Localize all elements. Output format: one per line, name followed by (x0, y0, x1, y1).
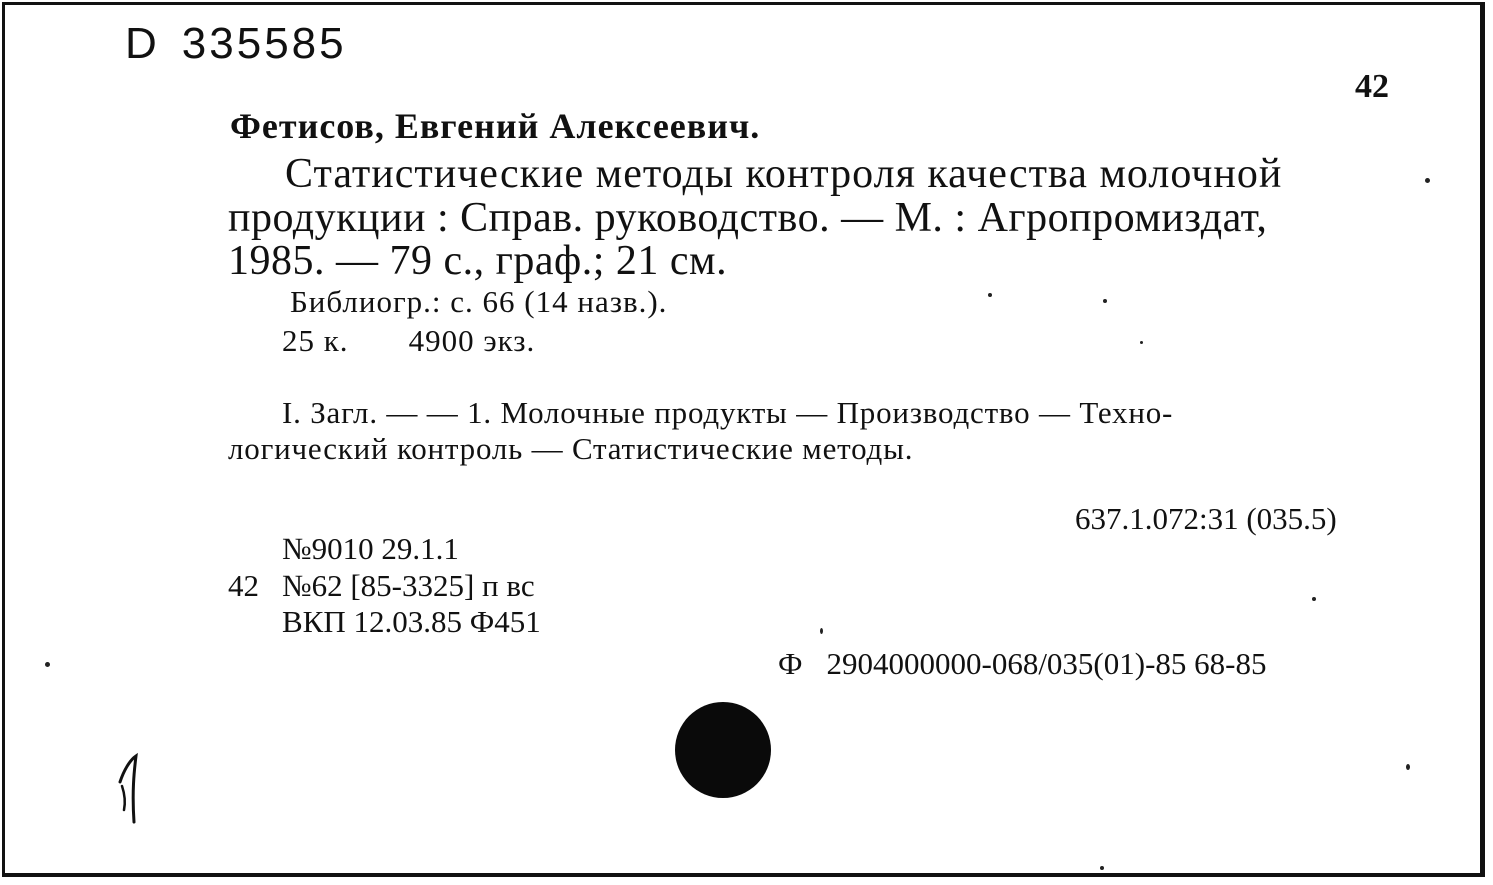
order-line-2 (228, 570, 535, 601)
speck (820, 628, 823, 634)
order-line-2-lead: 42 (228, 568, 259, 603)
speck (1100, 866, 1104, 870)
speck (1312, 597, 1316, 601)
punch-hole (675, 702, 771, 798)
catalog-number-value: 335585 (181, 19, 347, 68)
catalog-number (125, 19, 347, 68)
subject-line-1: I. Загл. — — 1. Молочные продукты — Производство — Техно- (282, 395, 1174, 430)
code-letter: Ф (778, 646, 803, 681)
copies: 4900 экз. (408, 323, 536, 358)
speck (1140, 341, 1143, 344)
price: 25 к. (282, 323, 349, 358)
classification-code: 2904000000-068/035(01)-85 68-85 (826, 646, 1267, 681)
title-line-2: продукции : Справ. руководство. — М. : Агропромиздат, (228, 195, 1268, 241)
handwritten-mark-icon (112, 752, 152, 827)
subject-line-2: логический контроль — Статистические методы. (228, 431, 914, 466)
speck (1103, 299, 1107, 303)
catalog-prefix: D (125, 19, 160, 68)
price-copies-row (282, 325, 535, 356)
card-number: 42 (1355, 68, 1389, 105)
order-line-1: №9010 29.1.1 (282, 531, 459, 566)
order-line-2-text: №62 [85-3325] п вс (282, 568, 535, 603)
speck (988, 293, 992, 297)
speck (1425, 178, 1430, 183)
bibliography-note: Библиогр.: с. 66 (14 назв.). (290, 284, 668, 319)
speck (1406, 764, 1410, 770)
speck (45, 662, 50, 667)
classification-code-row (778, 648, 1266, 679)
title-line-3: 1985. — 79 с., граф.; 21 см. (228, 238, 728, 284)
udc-index: 637.1.072:31 (035.5) (1075, 501, 1337, 536)
author-heading: Фетисов, Евгений Алексеевич. (230, 106, 761, 146)
title-line-1: Статистические методы контроля качества молочной (285, 151, 1283, 197)
order-line-3: ВКП 12.03.85 Ф451 (282, 604, 541, 639)
